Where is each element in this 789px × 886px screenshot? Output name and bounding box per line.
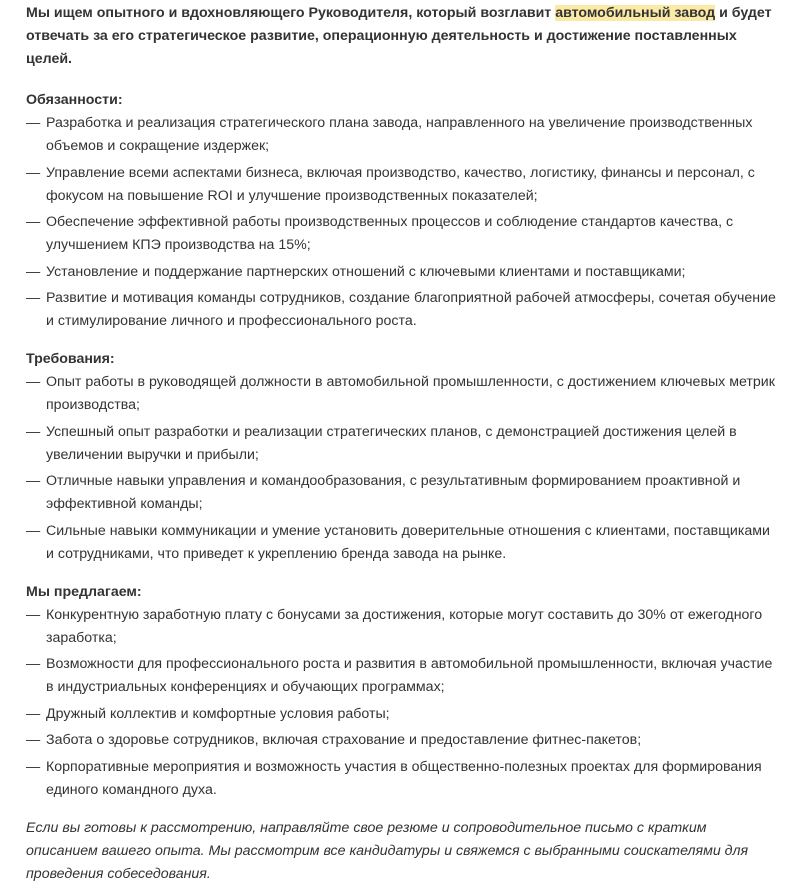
dash-bullet: — bbox=[26, 263, 41, 280]
highlighted-phrase: автомобильный завод bbox=[555, 5, 716, 21]
offer-list bbox=[26, 604, 779, 802]
list-item bbox=[26, 287, 779, 333]
list-item bbox=[26, 520, 779, 566]
list-item bbox=[26, 112, 779, 158]
dash-bullet: — bbox=[26, 164, 41, 181]
dash-bullet: — bbox=[26, 214, 41, 230]
list-item-text: Сильные навыки коммуникации и умение установить доверительные отношения с клиентами, поставщиками и сотрудниками, что приведет к укреплению бренда завода на рынке. bbox=[46, 522, 770, 562]
list-item bbox=[26, 604, 779, 650]
list-item-text: Забота о здоровье сотрудников, включая страхование и предоставление фитнес-пакетов; bbox=[46, 732, 642, 748]
requirements-section bbox=[26, 348, 779, 566]
list-item-text: Развитие и мотивация команды сотрудников, создание благоприятной рабочей атмосферы, сочетая обучение и стимулирование личного и профессионального роста. bbox=[46, 290, 776, 329]
list-item-text: Возможности для профессионального роста и развития в автомобильной промышленности, включая участие в индустриальных конференциях и обучающих программах; bbox=[46, 656, 773, 695]
list-item bbox=[26, 703, 779, 726]
dash-bullet: — bbox=[26, 732, 41, 748]
list-item-text: Конкурентную заработную плату с бонусами за достижения, которые могут составить до 30% от ежегодного заработка; bbox=[46, 606, 763, 646]
list-item-text: Обеспечение эффективной работы производственных процессов и соблюдение стандартов качества, с улучшением КПЭ производства на 15%; bbox=[46, 214, 734, 253]
dash-bullet: — bbox=[26, 473, 41, 489]
list-item bbox=[26, 653, 779, 699]
list-item bbox=[26, 162, 779, 208]
dash-bullet: — bbox=[26, 758, 41, 775]
dash-bullet: — bbox=[26, 374, 41, 390]
section-title-duties: Обязанности: bbox=[26, 92, 123, 108]
dash-bullet: — bbox=[26, 705, 41, 722]
list-item-text: Дружный коллектив и комфортные условия работы; bbox=[46, 705, 390, 722]
list-item bbox=[26, 211, 779, 257]
list-item bbox=[26, 421, 779, 467]
duties-list bbox=[26, 112, 779, 333]
offer-section bbox=[26, 581, 779, 802]
dash-bullet: — bbox=[26, 606, 41, 623]
section-title-requirements: Требования: bbox=[26, 351, 115, 367]
list-item-text: Опыт работы в руководящей должности в автомобильной промышленности, с достижением ключевых метрик производства; bbox=[46, 374, 775, 413]
list-item bbox=[26, 729, 779, 752]
dash-bullet: — bbox=[26, 656, 41, 672]
list-item bbox=[26, 756, 779, 802]
requirements-list bbox=[26, 371, 779, 566]
duties-section bbox=[26, 89, 779, 333]
dash-bullet: — bbox=[26, 115, 41, 131]
list-item-text: Разработка и реализация стратегического плана завода, направленного на увеличение производственных объемов и сокращение издержек; bbox=[46, 115, 753, 154]
list-item-text: Корпоративные мероприятия и возможность участия в общественно-полезных проектах для формирования единого командного духа. bbox=[46, 758, 762, 798]
list-item-text: Установление и поддержание партнерских отношений с ключевыми клиентами и поставщиками; bbox=[46, 263, 686, 280]
intro-paragraph bbox=[26, 2, 779, 71]
intro-text-end: и будет отвечать за его стратегическое развитие, операционную деятельность и достижение поставленных целей. bbox=[26, 5, 772, 67]
list-item bbox=[26, 261, 779, 284]
dash-bullet: — bbox=[26, 423, 41, 440]
dash-bullet: — bbox=[26, 522, 41, 539]
dash-bullet: — bbox=[26, 290, 41, 306]
list-item-text: Отличные навыки управления и командообразования, с результативным формированием проактивной и эффективной команды; bbox=[46, 473, 741, 512]
closing-paragraph: Если вы готовы к рассмотрению, направляйте свое резюме и сопроводительное письмо с кратким описанием вашего опыта. Мы рассмотрим все кандидатуры и свяжемся с выбранными соискателями для проведения собеседования. bbox=[26, 819, 749, 882]
list-item-text: Управление всеми аспектами бизнеса, включая производство, качество, логистику, финансы и персонал, с фокусом на повышение ROI и улучшение производственных показателей; bbox=[46, 164, 755, 204]
list-item bbox=[26, 470, 779, 516]
section-title-offer: Мы предлагаем: bbox=[26, 583, 142, 600]
intro-text: Мы ищем опытного и вдохновляющего Руководителя, который возглавит bbox=[26, 5, 556, 21]
list-item-text: Успешный опыт разработки и реализации стратегических планов, с демонстрацией достижения целей в увеличении выручки и прибыли; bbox=[46, 423, 737, 463]
list-item bbox=[26, 371, 779, 417]
